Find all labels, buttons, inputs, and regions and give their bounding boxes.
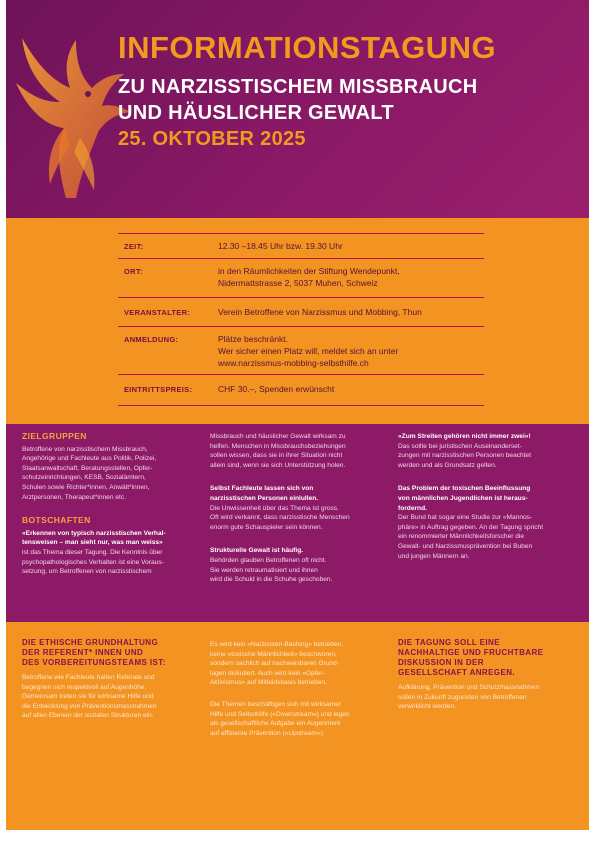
hero-banner xyxy=(6,0,589,218)
event-title: INFORMATIONSTAGUNG xyxy=(118,30,497,65)
info-label: ANMELDUNG: xyxy=(124,335,179,344)
info-label: VERANSTALTER: xyxy=(124,308,191,317)
info-label: ZEIT: xyxy=(124,242,144,251)
paragraph: Die Themen beschäftigen sich mit wirksamer Hilfe und Selbsthilfe («Downstream») und legen als gesellschaftliche Aufgabe ein Augenmerk auf effiziente Prävention («Upstream»). xyxy=(210,700,350,737)
paragraph: Die Unwissenheit über das Thema ist gross. Oft wird verkannt, dass narzisstische Menschen enorm gute Schauspieler sein können. xyxy=(210,504,350,531)
section-heading: ZIELGRUPPEN xyxy=(22,431,87,441)
info-value: 12.30 –18.45 Uhr bzw. 19.30 Uhr xyxy=(218,241,343,251)
event-subtitle xyxy=(118,74,478,126)
subtitle-line-2: UND HÄUSLICHER GEWALT xyxy=(118,102,394,124)
subheading: Das Problem der toxischen Beeinflussung von männlichen Jugendlichen ist heraus- fordernd. xyxy=(398,485,531,512)
paragraph: Betroffene wie Fachleute halten Referate und begegnen sich respektvoll auf Augenhöhe. Gemeinsam treten sie für wirksame Hilfe und die Entwicklung von Präventionsmassnahmen auf allen Ebenen der sozialen Strukturen ein. xyxy=(22,674,157,720)
column-2 xyxy=(210,640,378,747)
paragraph: Aufklärung, Prävention und Schutzmassnahmen sollen in Zukunft zugunsten von Betroffenen verwirklicht werden. xyxy=(398,684,540,711)
section-heading: DIE TAGUNG SOLL EINE NACHHALTIGE UND FRUCHTBARE DISKUSSION IN DER GESELLSCHAFT ANREGEN. xyxy=(398,638,544,677)
column-1 xyxy=(22,638,190,730)
column-3 xyxy=(398,432,566,571)
section-heading: BOTSCHAFTEN xyxy=(22,515,91,526)
paragraph: Betroffene von narzisstischem Missbrauch, Angehörige und Fachleute aus Politik, Polizei, Staatsanwaltschaft, Beratungsstellen, Opfer- schutzeinrichtungen, KESB, Sozialämtern, Schulen sowie Richter*innen, Anwält*innen, Arztpersonen, Therapeut*innen etc. xyxy=(22,445,157,501)
paragraph: Missbrauch und häuslicher Gewalt wirksam zu helfen. Menschen in Missbrauchsbeziehungen sollen wissen, dass sie in ihrer Situation nicht allein sind, wenn sie sich Unterstützung holen. xyxy=(210,433,346,469)
paragraph: Das sollte bei juristischen Auseinanderset- zungen mit narzisstischen Personen beachtet werden und als Grundsatz gelten. xyxy=(398,442,532,469)
info-row-registration xyxy=(118,326,484,375)
info-value: in den Räumlichkeiten der Stiftung Wendepunkt, Nidermattstrasse 2, 5037 Muhen, Schweiz xyxy=(218,266,400,288)
paragraph: ist das Thema dieser Tagung. Die Kenntnis über psychopathologisches Verhalten ist eine Voraus- setzung, um Betroffenen von narzisstischem xyxy=(22,548,164,576)
event-info-section xyxy=(6,218,589,424)
event-date: 25. OKTOBER 2025 xyxy=(118,128,306,150)
info-row-price xyxy=(118,374,484,406)
section-heading: DIE ETHISCHE GRUNDHALTUNG DER REFERENT* INNEN UND DES VORBEREITUNGSTEAMS IST: xyxy=(22,638,166,667)
phoenix-logo-icon xyxy=(6,28,136,208)
subheading: «Zum Streiten gehören nicht immer zwei»! xyxy=(398,433,531,440)
column-3 xyxy=(398,638,566,721)
subtitle-line-1: ZU NARZISSTISCHEM MISSBRAUCH xyxy=(118,76,478,98)
info-value: CHF 30.–, Spenden erwünscht xyxy=(218,384,335,394)
info-row-location xyxy=(118,258,484,295)
subheading: Selbst Fachleute lassen sich von narzisstischen Personen einlullen. xyxy=(210,485,319,502)
info-value: Verein Betroffene von Narzissmus und Mobbing, Thun xyxy=(218,307,422,317)
info-row-time xyxy=(118,233,484,256)
subheading: Strukturelle Gewalt ist häufig. xyxy=(210,547,304,555)
info-row-organizer xyxy=(118,297,484,324)
flyer-page xyxy=(6,0,589,842)
paragraph: Der Bund hat sogar eine Studie zur «Mannos- phäre» in Auftrag gegeben. An der Tagung spricht ein renommierter Männlichkeitsforscher die Gewalt- und Narzissmusprävention bei Buben und jungen Männern an. xyxy=(398,514,544,560)
column-1 xyxy=(22,432,190,587)
subheading: «Erkennen von typisch narzisstischen Verhal- tensweisen – man sieht nur, was man weiss» xyxy=(22,529,166,547)
info-label: EINTRITTSPREIS: xyxy=(124,385,193,394)
info-label: ORT: xyxy=(124,267,143,276)
info-value: Plätze beschränkt. Wer sicher einen Platz will, meldet sich an unter www.narzissmus-mobbing-selbsthilfe.ch xyxy=(218,334,399,368)
paragraph: Behörden glauben Betroffenen oft nicht. Sie werden retraumatisiert und ihnen wird die Schuld in die Schuhe geschoben. xyxy=(210,556,333,584)
target-groups-section xyxy=(6,424,589,622)
ethics-section xyxy=(6,622,589,830)
paragraph: Es wird kein «Narzissten-Bashing» betrieben, keine «toxische Männlichkeit» beschworen, sondern sachlich auf nachweisbaren Grund- lagen diskutiert. Auch wird kein «Opfer- Aktivismus» auf Mitleidsbasis betrieben. xyxy=(210,641,344,687)
column-2 xyxy=(210,432,378,595)
